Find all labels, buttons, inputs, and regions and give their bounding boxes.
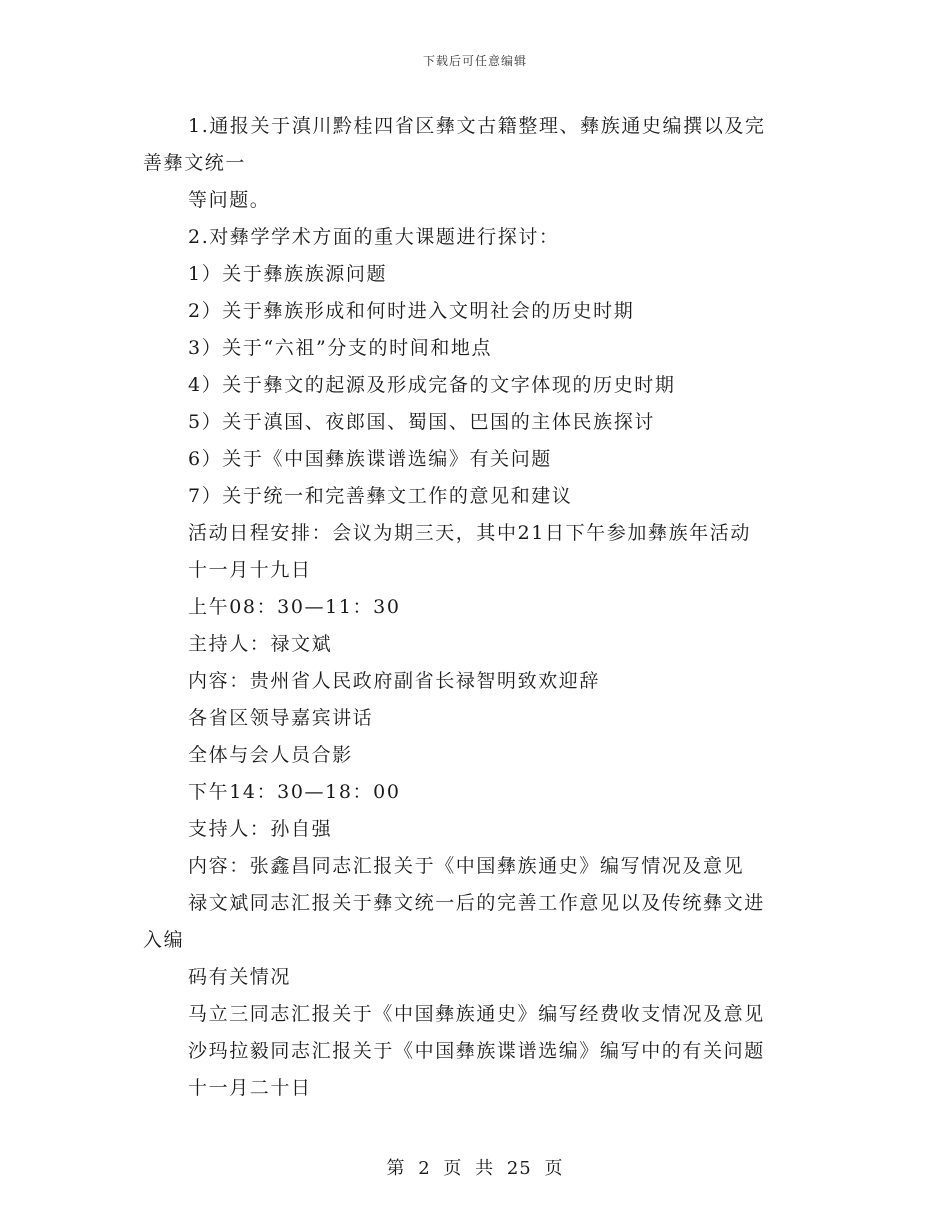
list-item: 6）关于《中国彝族谍谱选编》有关问题: [188, 448, 552, 470]
document-body: [143, 108, 808, 1107]
paragraph-line: 马立三同志汇报关于《中国彝族通史》编写经费收支情况及意见: [188, 1003, 765, 1025]
page-number-footer: 第 2 页 共 25 页: [386, 1158, 564, 1179]
paragraph-line: 内容：张鑫昌同志汇报关于《中国彝族通史》编写情况及意见: [188, 855, 745, 877]
time-slot: 上午08：30—11：30: [188, 596, 401, 618]
paragraph-line: 2.对彝学学术方面的重大课题进行探讨：: [188, 226, 560, 248]
list-item: 5）关于滇国、夜郎国、蜀国、巴国的主体民族探讨: [188, 411, 655, 433]
list-item: 2）关于彝族形成和何时进入文明社会的历史时期: [188, 300, 635, 322]
list-item: 1）关于彝族族源问题: [188, 263, 388, 285]
paragraph-line: 善彝文统一: [143, 152, 247, 174]
paragraph-line: 活动日程安排：会议为期三天，其中21日下午参加彝族年活动: [188, 522, 751, 544]
date-heading: 十一月二十日: [188, 1077, 312, 1099]
paragraph-line: 全体与会人员合影: [188, 744, 353, 766]
page-header-note: 下载后可任意编辑: [422, 54, 527, 68]
date-heading: 十一月十九日: [188, 559, 312, 581]
list-item: 4）关于彝文的起源及形成完备的文字体现的历史时期: [188, 374, 676, 396]
paragraph-line: 沙玛拉毅同志汇报关于《中国彝族谍谱选编》编写中的有关问题: [188, 1040, 765, 1062]
paragraph-line: 支持人：孙自强: [188, 818, 333, 840]
paragraph-line: 等问题。: [188, 189, 271, 211]
list-item: 7）关于统一和完善彝文工作的意见和建议: [188, 485, 573, 507]
paragraph-line: 1.通报关于滇川黔桂四省区彝文古籍整理、彝族通史编撰以及完: [188, 115, 766, 137]
paragraph-line: 码有关情况: [188, 966, 292, 988]
paragraph-line: 主持人：禄文斌: [188, 633, 333, 655]
list-item: 3）关于“六祖”分支的时间和地点: [188, 337, 493, 359]
time-slot: 下午14：30—18：00: [188, 781, 401, 803]
paragraph-line: 内容：贵州省人民政府副省长禄智明致欢迎辞: [188, 670, 601, 692]
paragraph-line: 各省区领导嘉宾讲话: [188, 707, 374, 729]
paragraph-line: 入编: [143, 929, 185, 951]
paragraph-line: 禄文斌同志汇报关于彝文统一后的完善工作意见以及传统彝文进: [188, 892, 765, 914]
